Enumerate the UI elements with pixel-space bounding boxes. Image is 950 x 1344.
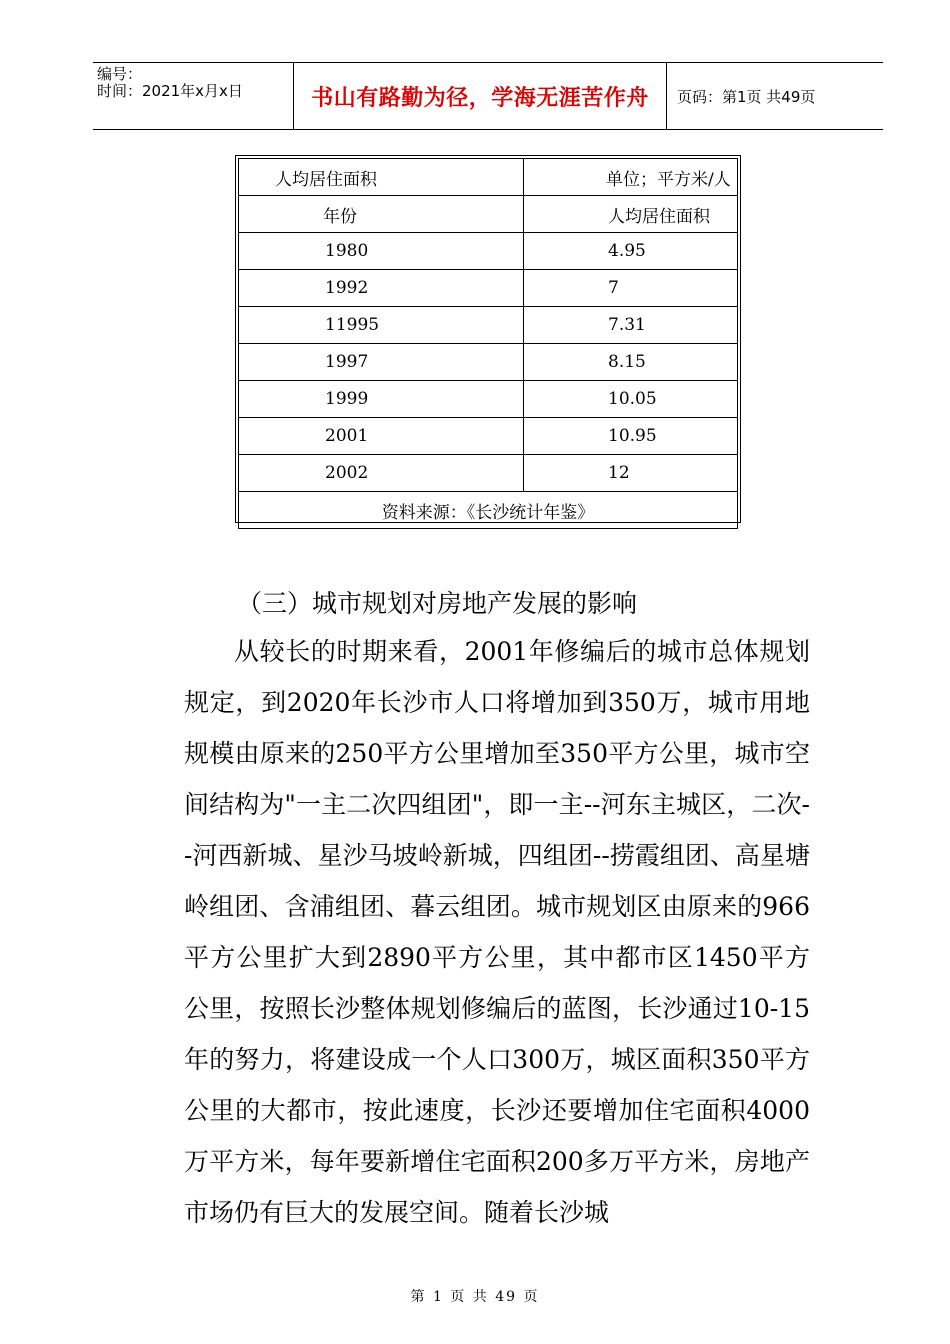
table-row bbox=[239, 381, 738, 418]
time-label: 时间：2021年x月x日 bbox=[97, 82, 243, 100]
cell-year: 2001 bbox=[239, 418, 524, 455]
header-meta bbox=[93, 63, 294, 129]
cell-year: 1980 bbox=[239, 233, 524, 270]
cell-area: 10.95 bbox=[524, 418, 738, 455]
cell-area: 7 bbox=[524, 270, 738, 307]
table-source: 资料来源：《长沙统计年鉴》 bbox=[239, 492, 738, 529]
table-source-row bbox=[239, 492, 738, 529]
slogan: 书山有路勤为径，学海无涯苦作舟 bbox=[311, 85, 649, 111]
cell-area: 8.15 bbox=[524, 344, 738, 381]
page-header bbox=[93, 62, 883, 130]
table-row bbox=[239, 233, 738, 270]
cell-year: 1999 bbox=[239, 381, 524, 418]
table-title-row bbox=[239, 159, 738, 196]
header-slogan-cell bbox=[294, 63, 667, 129]
cell-year: 1997 bbox=[239, 344, 524, 381]
table-title-left: 人均居住面积 bbox=[239, 159, 524, 196]
table-row bbox=[239, 270, 738, 307]
number-label: 编号： bbox=[97, 65, 143, 83]
cell-area: 10.05 bbox=[524, 381, 738, 418]
table-row bbox=[239, 418, 738, 455]
table-title-right: 单位；平方米/人 bbox=[524, 159, 738, 196]
table-row bbox=[239, 455, 738, 492]
table-row bbox=[239, 344, 738, 381]
cell-area: 12 bbox=[524, 455, 738, 492]
header-page-cell bbox=[667, 63, 883, 129]
body-paragraph: 从较长的时期来看，2001年修编后的城市总体规划规定，到2020年长沙市人口将增加到350万，城市用地规模由原来的250平方公里增加至350平方公里，城市空间结构为"一主二次四组团"，即一主--河东主城区，二次--河西新城、星沙马坡岭新城，四组团--捞霞组团、高星塘岭组团、含浦组团、暮云组团。城市规划区由原来的966平方公里扩大到2890平方公里，其中都市区1450平方公里，按照长沙整体规划修编后的蓝图，长沙通过10-15年的努力，将建设成一个人口300万，城区面积350平方公里的大都市，按此速度，长沙还要增加住宅面积4000万平方米，每年要新增住宅面积200多万平方米，房地产市场仍有巨大的发展空间。随着长沙城 bbox=[184, 637, 810, 1227]
cell-year: 2002 bbox=[239, 455, 524, 492]
cell-year: 1992 bbox=[239, 270, 524, 307]
page-footer: 第 1 页 共 49 页 bbox=[410, 1289, 540, 1305]
cell-area: 7.31 bbox=[524, 307, 738, 344]
cell-year: 11995 bbox=[239, 307, 524, 344]
living-area-table bbox=[238, 158, 738, 529]
cell-area: 4.95 bbox=[524, 233, 738, 270]
table-header-row bbox=[239, 196, 738, 233]
living-area-table-frame bbox=[235, 155, 741, 523]
section-heading: （三）城市规划对房地产发展的影响 bbox=[237, 589, 638, 618]
column-header-year: 年份 bbox=[239, 196, 524, 233]
column-header-area: 人均居住面积 bbox=[524, 196, 738, 233]
table-row bbox=[239, 307, 738, 344]
body-text bbox=[184, 626, 810, 1238]
page-label: 页码：第1页 共49页 bbox=[677, 87, 816, 106]
